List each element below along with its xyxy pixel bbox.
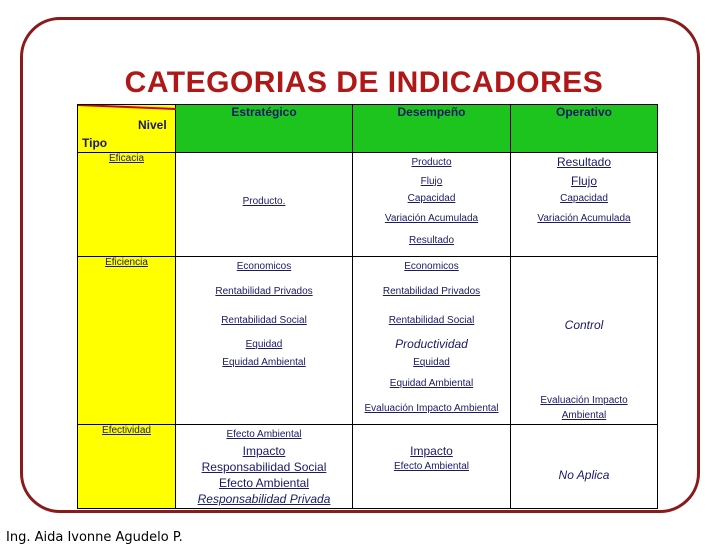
list-item: Control	[564, 318, 604, 332]
table-row	[78, 257, 658, 425]
corner-nivel-label: Nivel	[138, 118, 167, 132]
list-item: Resultado	[556, 155, 612, 169]
cell-eficacia-desempeno	[353, 153, 511, 257]
list-item: Capacidad	[560, 193, 608, 204]
list-item: Efecto Ambiental	[226, 429, 302, 440]
table-row	[78, 425, 658, 509]
list-item: Impacto	[242, 444, 286, 458]
list-item: Rentabilidad Social	[388, 315, 475, 326]
header-desempeno: Desempeño	[353, 105, 511, 153]
list-item: Equidad	[245, 339, 283, 350]
category-eficacia: Eficacia	[78, 153, 176, 257]
table-corner	[78, 105, 176, 153]
list-item: Capacidad	[407, 193, 456, 204]
cell-eficacia-operativo	[511, 153, 658, 257]
list-item: Resultado	[408, 235, 455, 246]
corner-tipo-label: Tipo	[82, 136, 108, 150]
list-item: Responsabilidad Privada	[197, 492, 331, 506]
header-operativo: Operativo	[511, 105, 658, 153]
list-item: Producto	[411, 157, 452, 168]
list-item: Equidad Ambiental	[222, 357, 306, 368]
cell-eficacia-estrategico	[176, 153, 353, 257]
list-item: No Aplica	[558, 468, 610, 482]
list-item: Rentabilidad Privados	[215, 286, 313, 297]
list-item: Rentabilidad Social	[221, 315, 307, 326]
category-efectividad: Efectividad	[78, 425, 176, 509]
list-item: Equidad	[413, 357, 450, 368]
list-item: Variación Acumulada	[537, 213, 631, 224]
list-item: Evaluación Impacto Ambiental	[364, 403, 499, 414]
list-item: Producto.	[242, 196, 286, 207]
cell-eficiencia-operativo	[511, 257, 658, 425]
category-eficiencia: Eficiencia	[78, 257, 176, 425]
cell-efectividad-desempeno	[353, 425, 511, 509]
list-item: Flujo	[570, 174, 597, 188]
list-item: Economicos	[236, 261, 292, 272]
list-item: Productividad	[395, 337, 468, 351]
cell-efectividad-operativo	[511, 425, 658, 509]
list-item: Variación Acumulada	[384, 213, 479, 224]
header-estrategico: Estratégico	[176, 105, 353, 153]
cell-eficiencia-estrategico	[176, 257, 353, 425]
table-row	[78, 153, 658, 257]
list-item: Evaluación Impacto	[540, 395, 628, 406]
list-item: Economicos	[404, 261, 459, 272]
cell-eficiencia-desempeno	[353, 257, 511, 425]
list-item: Ambiental	[561, 410, 607, 421]
list-item: Flujo	[420, 176, 443, 187]
page-title: CATEGORIAS DE INDICADORES	[124, 66, 604, 99]
list-item: Efecto Ambiental	[218, 476, 310, 490]
list-item: Rentabilidad Privados	[382, 286, 481, 297]
list-item: Efecto Ambiental	[393, 461, 470, 472]
indicator-table	[77, 104, 658, 509]
list-item: Responsabilidad Social	[201, 460, 327, 474]
author-footer: Ing. Aida Ivonne Agudelo P.	[6, 530, 183, 545]
cell-efectividad-estrategico	[176, 425, 353, 509]
list-item: Impacto	[410, 444, 453, 458]
list-item: Equidad Ambiental	[389, 378, 474, 389]
